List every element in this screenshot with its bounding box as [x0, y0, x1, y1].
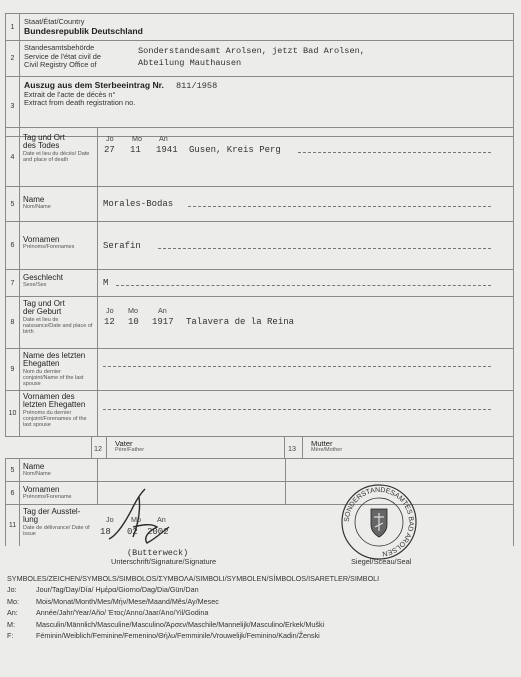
row-number: 5 — [6, 187, 20, 221]
row-number: 5 — [6, 459, 20, 481]
parents-forename-sub: Prénoms/Forename — [23, 494, 72, 501]
death-label-sub: Date et lieu du décès/ Date and place of death — [23, 150, 90, 163]
issue-month: 02 — [127, 527, 138, 537]
office-value-line1: Sonderstandesamt Arolsen, jetzt Bad Arolsen, — [138, 46, 365, 56]
mother-label: Mutter — [311, 439, 333, 448]
birth-month: 10 — [128, 317, 139, 327]
signer-name: (Butterweck) — [127, 548, 189, 558]
col-mo: Mo — [131, 515, 141, 524]
row-number: 9 — [6, 349, 20, 390]
spouse-name-label-sub: Nom du dernier conjoint/Name of the last spouse — [23, 368, 84, 388]
symbols-title: SYMBOLES/ZEICHEN/SYMBOLS/SIMBOLOS/ΣΥΜΒΟΛΑ/SIMBOLI/SYMBOLEN/SÍMBOLOS/ISARETLER/SIMBOLI — [7, 574, 380, 583]
country-value: Bundesrepublik Deutschland — [24, 25, 143, 36]
fill-line — [158, 248, 491, 249]
death-date-place-row — [5, 127, 514, 187]
issue-year: 2002 — [147, 527, 169, 537]
father-label-sub: Père/Father — [115, 447, 145, 453]
col-mo: Mo — [128, 306, 138, 315]
spouse-forenames-row — [5, 390, 514, 437]
forenames-value: Serafin — [103, 241, 141, 251]
certificate-form — [5, 13, 514, 567]
col-an: An — [158, 306, 167, 315]
col-an: An — [157, 515, 166, 524]
col-an: An — [159, 134, 168, 143]
parents-header-row — [5, 436, 514, 459]
col-jo: Jo — [106, 515, 114, 524]
surname-row — [5, 186, 514, 222]
spouse-forenames-label-2: letzten Ehegatten — [23, 400, 86, 410]
forenames-label: Vornamen — [23, 235, 60, 244]
row-number: 2 — [6, 41, 20, 76]
surname-label-sub: Nom/Name — [23, 204, 51, 211]
issue-date-row — [5, 504, 514, 558]
birth-date-place-row — [5, 296, 514, 349]
row-number: 1 — [6, 14, 20, 40]
spouse-forenames-label: Vornamen des — [23, 392, 75, 401]
extract-title: Auszug aus dem Sterbeeintrag Nr. — [24, 80, 164, 90]
row-number: 10 — [6, 391, 20, 436]
legend-item: M: Masculin/Männlich/Masculine/Masculino/Άρσεν/Maschile/Mannelijk/Masculino/Erkek/Muški — [7, 619, 325, 629]
registry-office-row — [5, 40, 514, 77]
country-row — [5, 13, 514, 41]
death-day: 27 — [104, 145, 115, 155]
death-month: 11 — [130, 145, 141, 155]
stamp-text: SONDERSTANDESAMTES BAD AROLSEN — [343, 486, 415, 557]
legend-item: An: Année/Jahr/Year/Año/ Έτος/Anno/Jaar/Ano/Yil/Godina — [7, 608, 209, 618]
legend-item: F: Féminin/Weiblich/Feminine/Femenino/Θήλυ/Femminile/Vrouwelijk/Feminino/Kadin/Ženski — [7, 631, 320, 641]
seal-caption: Siegel/Sceau/Seal — [351, 557, 412, 566]
father-number: 12 — [94, 444, 102, 453]
fill-line — [188, 206, 491, 207]
death-label-de-2: des Todes — [23, 141, 60, 151]
birth-label-de: Tag und Ort — [23, 299, 65, 308]
death-year: 1941 — [156, 145, 178, 155]
fill-line — [116, 285, 491, 286]
sex-row — [5, 269, 514, 297]
extract-label-fr: Extrait de l'acte de décès n° — [24, 89, 116, 99]
legend-item: Mo: Mois/Monat/Month/Mes/Μήν/Mese/Maand/Mês/Ay/Mesec — [7, 596, 219, 606]
col-mo: Mo — [132, 134, 142, 143]
spouse-forenames-label-sub: Prénoms du dernier conjoint/Forenames of the last spouse — [23, 409, 87, 429]
parents-forename-row — [5, 481, 514, 505]
row-number: 3 — [6, 77, 20, 136]
forenames-row — [5, 221, 514, 270]
signature-caption: Unterschrift/Signature/Signature — [111, 557, 217, 566]
birth-label-sub: Date et lieu de naissance/Date and place of birth — [23, 316, 93, 336]
birth-day: 12 — [104, 317, 115, 327]
symbols-legend — [7, 573, 512, 641]
issue-day: 18 — [100, 527, 111, 537]
parents-name-sub: Nom/Name — [23, 471, 51, 478]
row-number: 11 — [6, 505, 20, 546]
surname-value: Morales-Bodas — [103, 199, 174, 209]
mother-number: 13 — [288, 444, 296, 453]
sex-label-sub: Sexe/Sex — [23, 282, 47, 289]
sex-label: Geschlecht — [23, 273, 64, 282]
fill-line — [298, 152, 491, 153]
parents-name-row — [5, 458, 514, 482]
issue-label-2: lung — [23, 515, 39, 525]
parents-forename-label: Vornamen — [23, 485, 60, 494]
row-number: 4 — [6, 128, 20, 186]
forenames-label-sub: Prénoms/Forenames — [23, 244, 75, 251]
fill-line — [103, 409, 491, 410]
issue-label: Tag der Ausstel- — [23, 507, 81, 516]
legend-item: Jo: Jour/Tag/Day/Día/ Ημέρα/Giorno/Dag/Dia/Gün/Dan — [7, 585, 199, 595]
office-label-de: Standesamtsbehörde — [24, 43, 95, 52]
surname-label: Name — [23, 195, 45, 204]
extract-label-en: Extract from death registration no. — [24, 98, 136, 107]
fill-line — [103, 366, 491, 367]
row-number: 8 — [6, 297, 20, 348]
row-number: 7 — [6, 270, 20, 296]
official-seal-stamp — [340, 483, 418, 561]
extract-number: 811/1958 — [175, 81, 218, 91]
col-jo: Jo — [106, 134, 114, 143]
handwritten-signature — [103, 487, 183, 547]
death-place: Gusen, Kreis Perg — [189, 145, 281, 155]
death-label-de: Tag und Ort — [23, 133, 65, 142]
father-label: Vater — [115, 439, 133, 448]
sex-value: M — [103, 278, 109, 288]
col-jo: Jo — [106, 306, 114, 315]
row-number: 6 — [6, 482, 20, 504]
country-label: Staat/État/Country — [24, 17, 85, 26]
spouse-name-label: Name des letzten — [23, 351, 86, 360]
parents-name-label: Name — [23, 462, 45, 471]
office-value-line2: Abteilung Mauthausen — [138, 58, 242, 68]
mother-label-sub: Mère/Mother — [311, 447, 343, 453]
office-label-en: Civil Registry Office of — [24, 60, 97, 69]
birth-label-de-2: der Geburt — [23, 307, 62, 317]
birth-place: Talavera de la Reina — [186, 317, 295, 327]
spouse-name-row — [5, 348, 514, 391]
office-label-fr: Service de l'état civil de — [24, 51, 101, 61]
birth-year: 1917 — [152, 317, 174, 327]
row-number: 6 — [6, 222, 20, 269]
issue-label-sub: Date de délivrance/ Date of issue — [23, 524, 90, 537]
spouse-name-label-2: Ehegatten — [23, 359, 60, 369]
